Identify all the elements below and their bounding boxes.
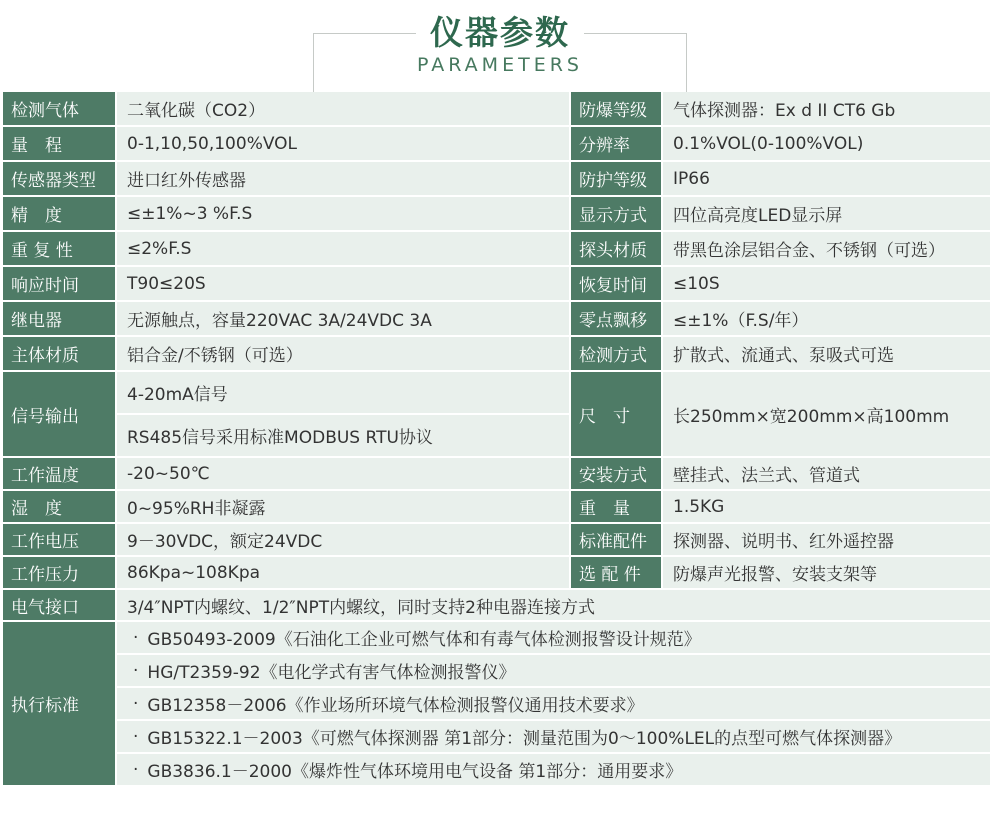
page-subtitle: PARAMETERS <box>417 54 583 76</box>
spec-value: 长250mm×宽200mm×高100mm <box>663 372 990 456</box>
spec-label: 重 量 <box>571 491 661 522</box>
spec-label: 检测方式 <box>571 337 661 370</box>
standards-item <box>117 622 990 653</box>
spec-value: ≤±1%（F.S/年） <box>663 302 990 335</box>
bullet-dot: · <box>133 627 139 648</box>
spec-value: 壁挂式、法兰式、管道式 <box>663 458 990 489</box>
spec-label: 工作温度 <box>3 458 115 489</box>
standards-item <box>117 754 990 785</box>
spec-label: 探头材质 <box>571 232 661 265</box>
spec-value: T90≤20S <box>117 267 569 300</box>
spec-label: 选 配 件 <box>571 557 661 588</box>
spec-label: 重 复 性 <box>3 232 115 265</box>
spec-label: 电气接口 <box>3 590 115 620</box>
bullet-dot: · <box>133 759 139 780</box>
bullet-dot: · <box>133 726 139 747</box>
standards-item-text: GB15322.1－2003《可燃气体探测器 第1部分：测量范围为0～100%LEL的点型可燃气体探测器》 <box>147 729 902 749</box>
spec-value: RS485信号采用标准MODBUS RTU协议 <box>117 415 569 456</box>
spec-value: -20~50℃ <box>117 458 569 489</box>
spec-label: 精 度 <box>3 197 115 230</box>
spec-label: 防护等级 <box>571 162 661 195</box>
spec-value: 探测器、说明书、红外遥控器 <box>663 524 990 555</box>
spec-label: 继电器 <box>3 302 115 335</box>
spec-value: 0~95%RH非凝露 <box>117 491 569 522</box>
spec-label: 标准配件 <box>571 524 661 555</box>
spec-value: IP66 <box>663 162 990 195</box>
page-title: 仪器参数 <box>416 15 584 51</box>
standards-item-text: GB50493-2009《石油化工企业可燃气体和有毒气体检测报警设计规范》 <box>147 630 701 650</box>
spec-value: 防爆声光报警、安装支架等 <box>663 557 990 588</box>
spec-label: 工作压力 <box>3 557 115 588</box>
spec-value: 4-20mA信号 <box>117 372 569 413</box>
spec-value: 四位高亮度LED显示屏 <box>663 197 990 230</box>
spec-value: 0.1%VOL(0-100%VOL) <box>663 127 990 160</box>
spec-value: 0-1,10,50,100%VOL <box>117 127 569 160</box>
standards-item <box>117 688 990 719</box>
spec-value: 扩散式、流通式、泵吸式可选 <box>663 337 990 370</box>
spec-label: 传感器类型 <box>3 162 115 195</box>
spec-label: 工作电压 <box>3 524 115 555</box>
spec-label: 执行标准 <box>3 622 115 785</box>
spec-value: 1.5KG <box>663 491 990 522</box>
spec-value: 9－30VDC，额定24VDC <box>117 524 569 555</box>
standards-item-text: HG/T2359-92《电化学式有害气体检测报警仪》 <box>147 663 516 683</box>
spec-label: 分辨率 <box>571 127 661 160</box>
spec-value: 带黑色涂层铝合金、不锈钢（可选） <box>663 232 990 265</box>
standards-item <box>117 655 990 686</box>
spec-label: 显示方式 <box>571 197 661 230</box>
parameters-table <box>3 92 990 785</box>
spec-label: 信号输出 <box>3 372 115 456</box>
spec-label: 安装方式 <box>571 458 661 489</box>
bullet-dot: · <box>133 660 139 681</box>
spec-value: 86Kpa~108Kpa <box>117 557 569 588</box>
spec-label: 尺 寸 <box>571 372 661 456</box>
spec-label: 防爆等级 <box>571 92 661 125</box>
spec-label: 量 程 <box>3 127 115 160</box>
spec-value: 气体探测器：Ex d II CT6 Gb <box>663 92 990 125</box>
spec-label: 恢复时间 <box>571 267 661 300</box>
standards-item-text: GB12358－2006《作业场所环境气体检测报警仪通用技术要求》 <box>147 696 644 716</box>
spec-label: 检测气体 <box>3 92 115 125</box>
standards-item <box>117 721 990 752</box>
spec-value: 进口红外传感器 <box>117 162 569 195</box>
spec-value: 铝合金/不锈钢（可选） <box>117 337 569 370</box>
spec-label: 湿 度 <box>3 491 115 522</box>
spec-label: 响应时间 <box>3 267 115 300</box>
title-box <box>313 13 687 92</box>
spec-value: ≤10S <box>663 267 990 300</box>
spec-label: 主体材质 <box>3 337 115 370</box>
spec-label: 零点飘移 <box>571 302 661 335</box>
spec-value: 二氧化碳（CO2） <box>117 92 569 125</box>
standards-item-text: GB3836.1－2000《爆炸性气体环境用电气设备 第1部分：通用要求》 <box>147 762 683 782</box>
spec-value: 无源触点，容量220VAC 3A/24VDC 3A <box>117 302 569 335</box>
spec-value: ≤±1%~3 %F.S <box>117 197 569 230</box>
bullet-dot: · <box>133 693 139 714</box>
spec-value: ≤2%F.S <box>117 232 569 265</box>
spec-value: 3/4″NPT内螺纹、1/2″NPT内螺纹，同时支持2种电器连接方式 <box>117 590 990 620</box>
